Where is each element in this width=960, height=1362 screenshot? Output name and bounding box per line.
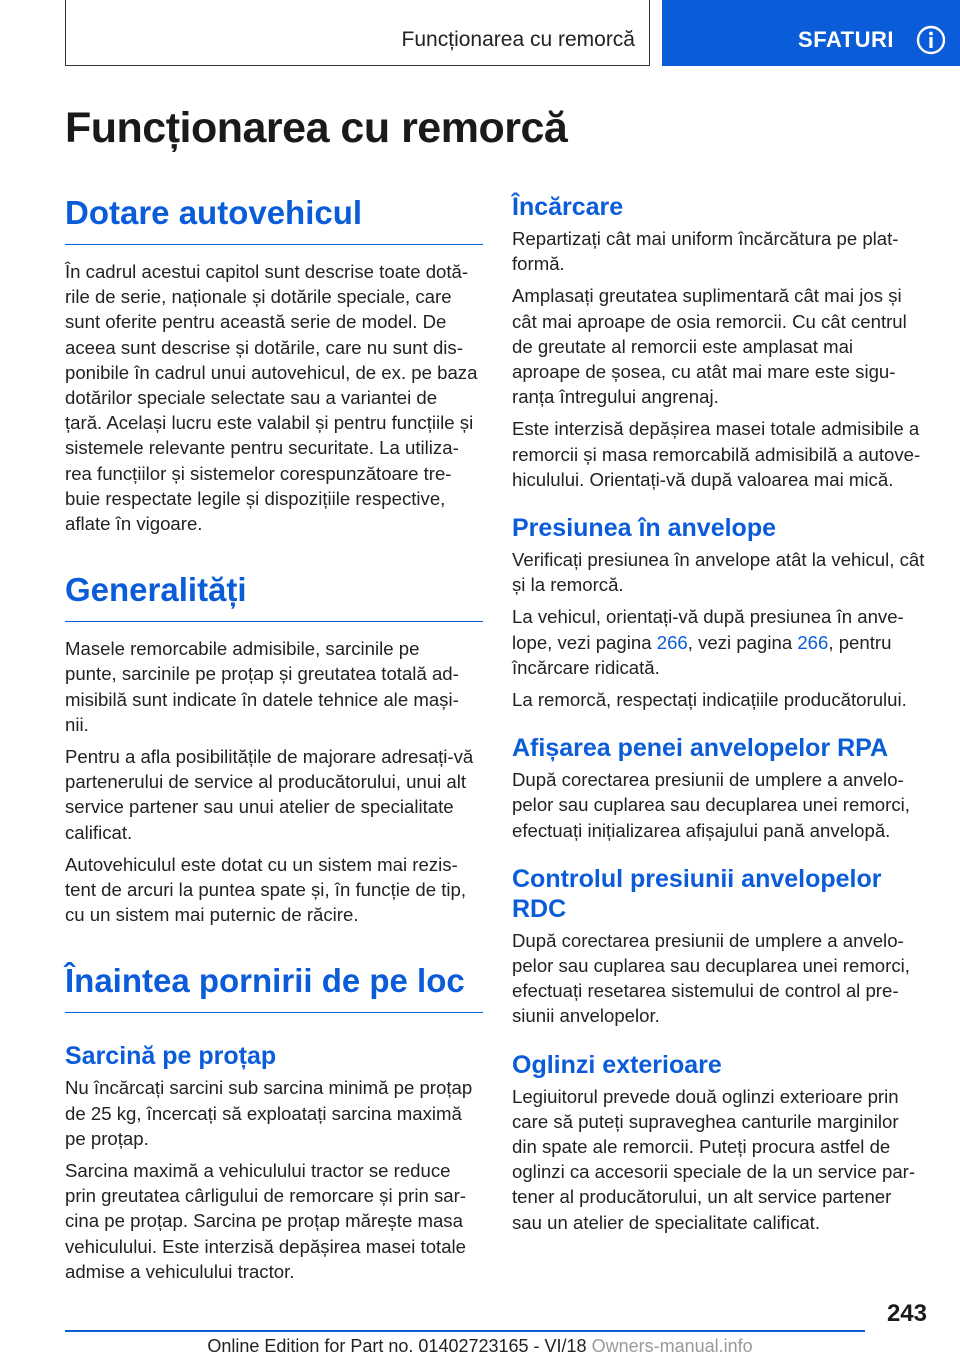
- page-reference-link[interactable]: 266: [656, 631, 688, 653]
- tips-badge-label: SFATURI: [798, 27, 894, 52]
- page-title: Funcționarea cu remorcă: [65, 104, 568, 152]
- paragraph-rpa: După corectarea presiunii de umplere a anvelo- pelor sau cuplarea sau decuplarea unei remorci, efectuați inițializarea afișajului pană anvelopă.: [512, 769, 910, 841]
- left-column: [65, 192, 483, 1291]
- section-title-generalitati: Generalități: [65, 569, 483, 622]
- paragraph-dotare: În cadrul acestui capitol sunt descrise toate dotă- rile de serie, naționale și dotările speciale, care sunt oferite pentru această serie de model. De aceea sunt descrise și dotările, care nu sunt dis- ponibile în cadrul unui autovehicul, de ex. pe baza dotărilor speciale selectate sau a variantei de țară. Același lucru este valabil și pentru funcțiile și sistemele relevante pentru securitate. La utiliza- rea funcțiilor și sistemelor corespunzătoare tre- buie respectate legile și dispozițiile respective, aflate în vigoare.: [65, 261, 478, 535]
- paragraph-sarcina-1: Nu încărcați sarcini sub sarcina minimă pe proțap de 25 kg, încercați să exploatați sarcina maximă pe proțap.: [65, 1077, 473, 1149]
- paragraph-generalitati-3: Autovehiculul este dotat cu un sistem mai rezis- tent de arcuri la puntea spate și, în funcție de tip, cu un sistem mai puternic de răcire.: [65, 853, 467, 926]
- paragraph-incarcare-3: Este interzisă depășirea masei totale admisibile a remorcii și masa remorcabilă admisibilă a autove- hiculului. Orientați-vă după valoarea mai mică.: [512, 418, 921, 490]
- paragraph-generalitati-2: Pentru a afla posibilitățile de majorare adresați-vă partenerului de service al producătorului, unui alt service partener sau unui atelier de specialitate calificat.: [65, 746, 474, 843]
- paragraph-presiunea-2: La vehicul, orientați-vă după presiunea în anve- lope, vezi pagina 266, vezi pagina 266, pentru încărcare ridicată.: [512, 606, 904, 678]
- page-reference-link[interactable]: 266: [797, 631, 829, 653]
- subsection-title-rdc: Controlul presiunii anvelopelor RDC: [512, 864, 882, 923]
- paragraph-oglinzi: Legiuitorul prevede două oglinzi exterioare prin care să puteți supraveghea canturile marginilor din spate ale remorcii. Puteți procura astfel de oglinzi ca accesorii speciale de la un service par- tener al producătorului, un alt service partener sau un atelier de specialitate calificat.: [512, 1085, 916, 1233]
- paragraph-incarcare-2: Amplasați greutatea suplimentară cât mai jos și cât mai aproape de osia remorcii. Cu cât centrul de greutate al remorcii este amplasat mai aproape de șosea, cu atât mai mare este sigu- ranța întregului angrenaj.: [512, 285, 907, 408]
- paragraph-rdc: După corectarea presiunii de umplere a anvelo- pelor sau cuplarea sau decuplarea unei remorci, efectuați resetarea sistemului de control al pre- siunii anvelopelor.: [512, 929, 910, 1027]
- info-circle-icon: [916, 25, 946, 55]
- tips-badge: [662, 0, 960, 66]
- chapter-tab: [65, 0, 650, 66]
- paragraph-sarcina-2: Sarcina maximă a vehiculului tractor se reduce prin greutatea cârligului de remorcare și prin sar- cina pe proțap. Sarcina pe proțap mărește masa vehiculului. Este interzisă depășirea masei totale admise a vehiculului tractor.: [65, 1160, 467, 1282]
- edition-text: Online Edition for Part no. 01402723165 - VI/18: [207, 1336, 587, 1356]
- section-title-inaintea: Înaintea pornirii de pe loc: [65, 960, 483, 1013]
- footer-divider: [65, 1330, 865, 1332]
- subsection-title-incarcare: Încărcare: [512, 193, 624, 221]
- section-title-dotare: Dotare autovehicul: [65, 192, 483, 245]
- subsection-title-presiunea: Presiunea în anvelope: [512, 514, 776, 543]
- paragraph-presiunea-1: Verificați presiunea în anvelope atât la vehicul, cât și la remorcă.: [512, 549, 925, 596]
- chapter-label: Funcționarea cu remorcă: [401, 28, 635, 51]
- subsection-title-oglinzi: Oglinzi exterioare: [512, 1050, 722, 1079]
- right-column: [512, 192, 930, 1242]
- page-number: 243: [886, 1300, 927, 1327]
- subsection-title-rpa: Afișarea penei anvelopelor RPA: [512, 734, 889, 763]
- watermark-text: Owners-manual.info: [591, 1336, 753, 1356]
- paragraph-generalitati-1: Masele remorcabile admisibile, sarcinile pe punte, sarcinile pe proțap și greutatea totală ad- misibilă sunt indicate în datele tehnice ale mași- nii.: [65, 638, 459, 735]
- footer-edition: [0, 1336, 960, 1357]
- paragraph-incarcare-1: Repartizați cât mai uniform încărcătura pe plat- formă.: [512, 228, 899, 275]
- subsection-title-sarcina: Sarcină pe proțap: [65, 1042, 277, 1071]
- paragraph-presiunea-3: La remorcă, respectați indicațiile producătorului.: [512, 689, 907, 711]
